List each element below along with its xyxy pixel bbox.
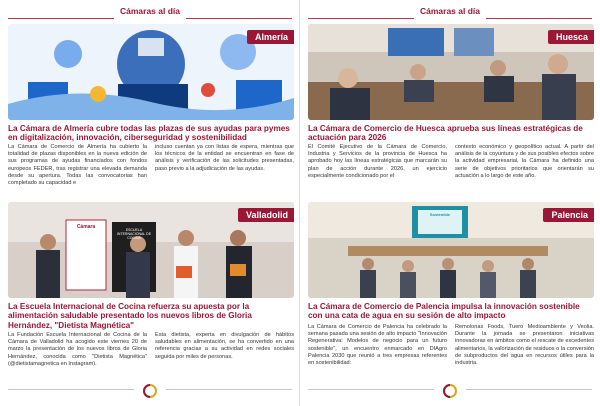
camara-banner: Cámara: [76, 224, 96, 230]
screen-title: Sostenible: [429, 212, 451, 217]
article-column: Remolonas Foods, Tuero Medioambiente y Veolia. Durante la jornada se presentaron iniciativas innovadoras en ámbitos como el rescate de excedentes alimentarios, la valorización de residuos o la conversión de subproductos del agua en recursos útiles para la industria.: [455, 324, 594, 367]
article-column: La Cámara de Comercio de Palencia ha celebrado la semana pasada una sesión de alto impacto "Innovación Regenerativa: Modelos de negocio para un futuro sostenible", un encuentro enmarcado en DIAgro Palencia 2030 que reunió a tres empresas referentes en sostenibilidad:: [308, 324, 447, 367]
article-column: La Fundación Escuela Internacional de Cocina de la Cámara de Valladolid ha acogido este viernes 20 de marzo la presentación de los nuevos libros de Gloria Hernández, conocida como "Dietista Magnética" (@dietistamagnetica en Instagram).: [8, 332, 147, 367]
article-column: La Cámara de Comercio de Almería ha cubierto la totalidad de plazas disponibles en la nueva edición de sus programas de ayudas financiados con fondos europeos FEDER, tras registrar una elevada demanda desde su apertura. Todas las convocatorias han completado su capacidad e: [8, 144, 147, 187]
article-column: contexto económico y geopolítico actual. A partir del análisis de la coyuntura y de sus posibles efectos sobre la actividad empresarial, la Cámara ha definido una serie de objetivos prioritarios que orientarán su actuación a lo largo de este año.: [455, 144, 594, 179]
article-body: [308, 324, 594, 367]
article-column: Esta dietista, experta en divulgación de hábitos saludables en alimentación, se ha convertido en una referencia gracias a su actividad en redes sociales seguida por miles de personas.: [155, 332, 294, 360]
header-rule: [8, 18, 114, 19]
article-valladolid: [8, 202, 294, 382]
footer-rule: [308, 389, 434, 390]
camara-logo-icon: [143, 384, 157, 398]
article-column: El Comité Ejecutivo de la Cámara de Comercio, Industria y Servicios de la provincia de Huesca ha aprobado hoy las líneas estratégicas que marcarán su plan de acción durante 2026, un ejercicio especialmente condicionado por el: [308, 144, 447, 179]
header-rule: [486, 18, 592, 19]
article-headline: La Cámara de Almería cubre todas las plazas de sus ayudas para pymes en digitalización, innovación, ciberseguridad y sostenibilidad: [8, 124, 290, 143]
article-huesca: [308, 24, 594, 194]
article-column: incluso cuentan ya con listas de espera, mientras que los técnicos de la entidad se encuentran en fase de análisis y verificación de las solicitudes presentadas, paso previo a la adjudicación de las ayudas.: [155, 144, 294, 172]
region-tag: Huesca: [548, 30, 594, 44]
article-almeria: [8, 24, 294, 194]
region-tag: Almería: [247, 30, 294, 44]
school-banner: ESCUELA INTERNACIONAL DE COCINA: [116, 228, 152, 241]
footer-rule: [166, 389, 292, 390]
region-tag: Palencia: [543, 208, 594, 222]
article-body: [8, 332, 294, 368]
article-palencia: [308, 202, 594, 382]
header-rule: [186, 18, 292, 19]
page-header: Cámaras al día: [419, 6, 480, 16]
article-headline: La Cámara de Comercio de Huesca aprueba sus líneas estratégicas de actuación para 2026: [308, 124, 583, 143]
article-body: [308, 144, 594, 180]
article-headline: La Escuela Internacional de Cocina refuerza su apuesta por la alimentación saludable presentado los nuevos libros de Gloria Hernández, "Dietista Magnética": [8, 302, 252, 330]
article-body: [8, 144, 294, 187]
region-tag: Valladolid: [238, 208, 294, 222]
footer-rule: [466, 389, 592, 390]
header-rule: [308, 18, 414, 19]
article-headline: La Cámara de Comercio de Palencia impulsa la innovación sostenible con una cata de agua en su sesión de alto impacto: [308, 302, 580, 321]
camara-logo-icon: [443, 384, 457, 398]
right-page: [300, 0, 600, 406]
footer-rule: [8, 389, 134, 390]
page-header: Cámaras al día: [119, 6, 180, 16]
